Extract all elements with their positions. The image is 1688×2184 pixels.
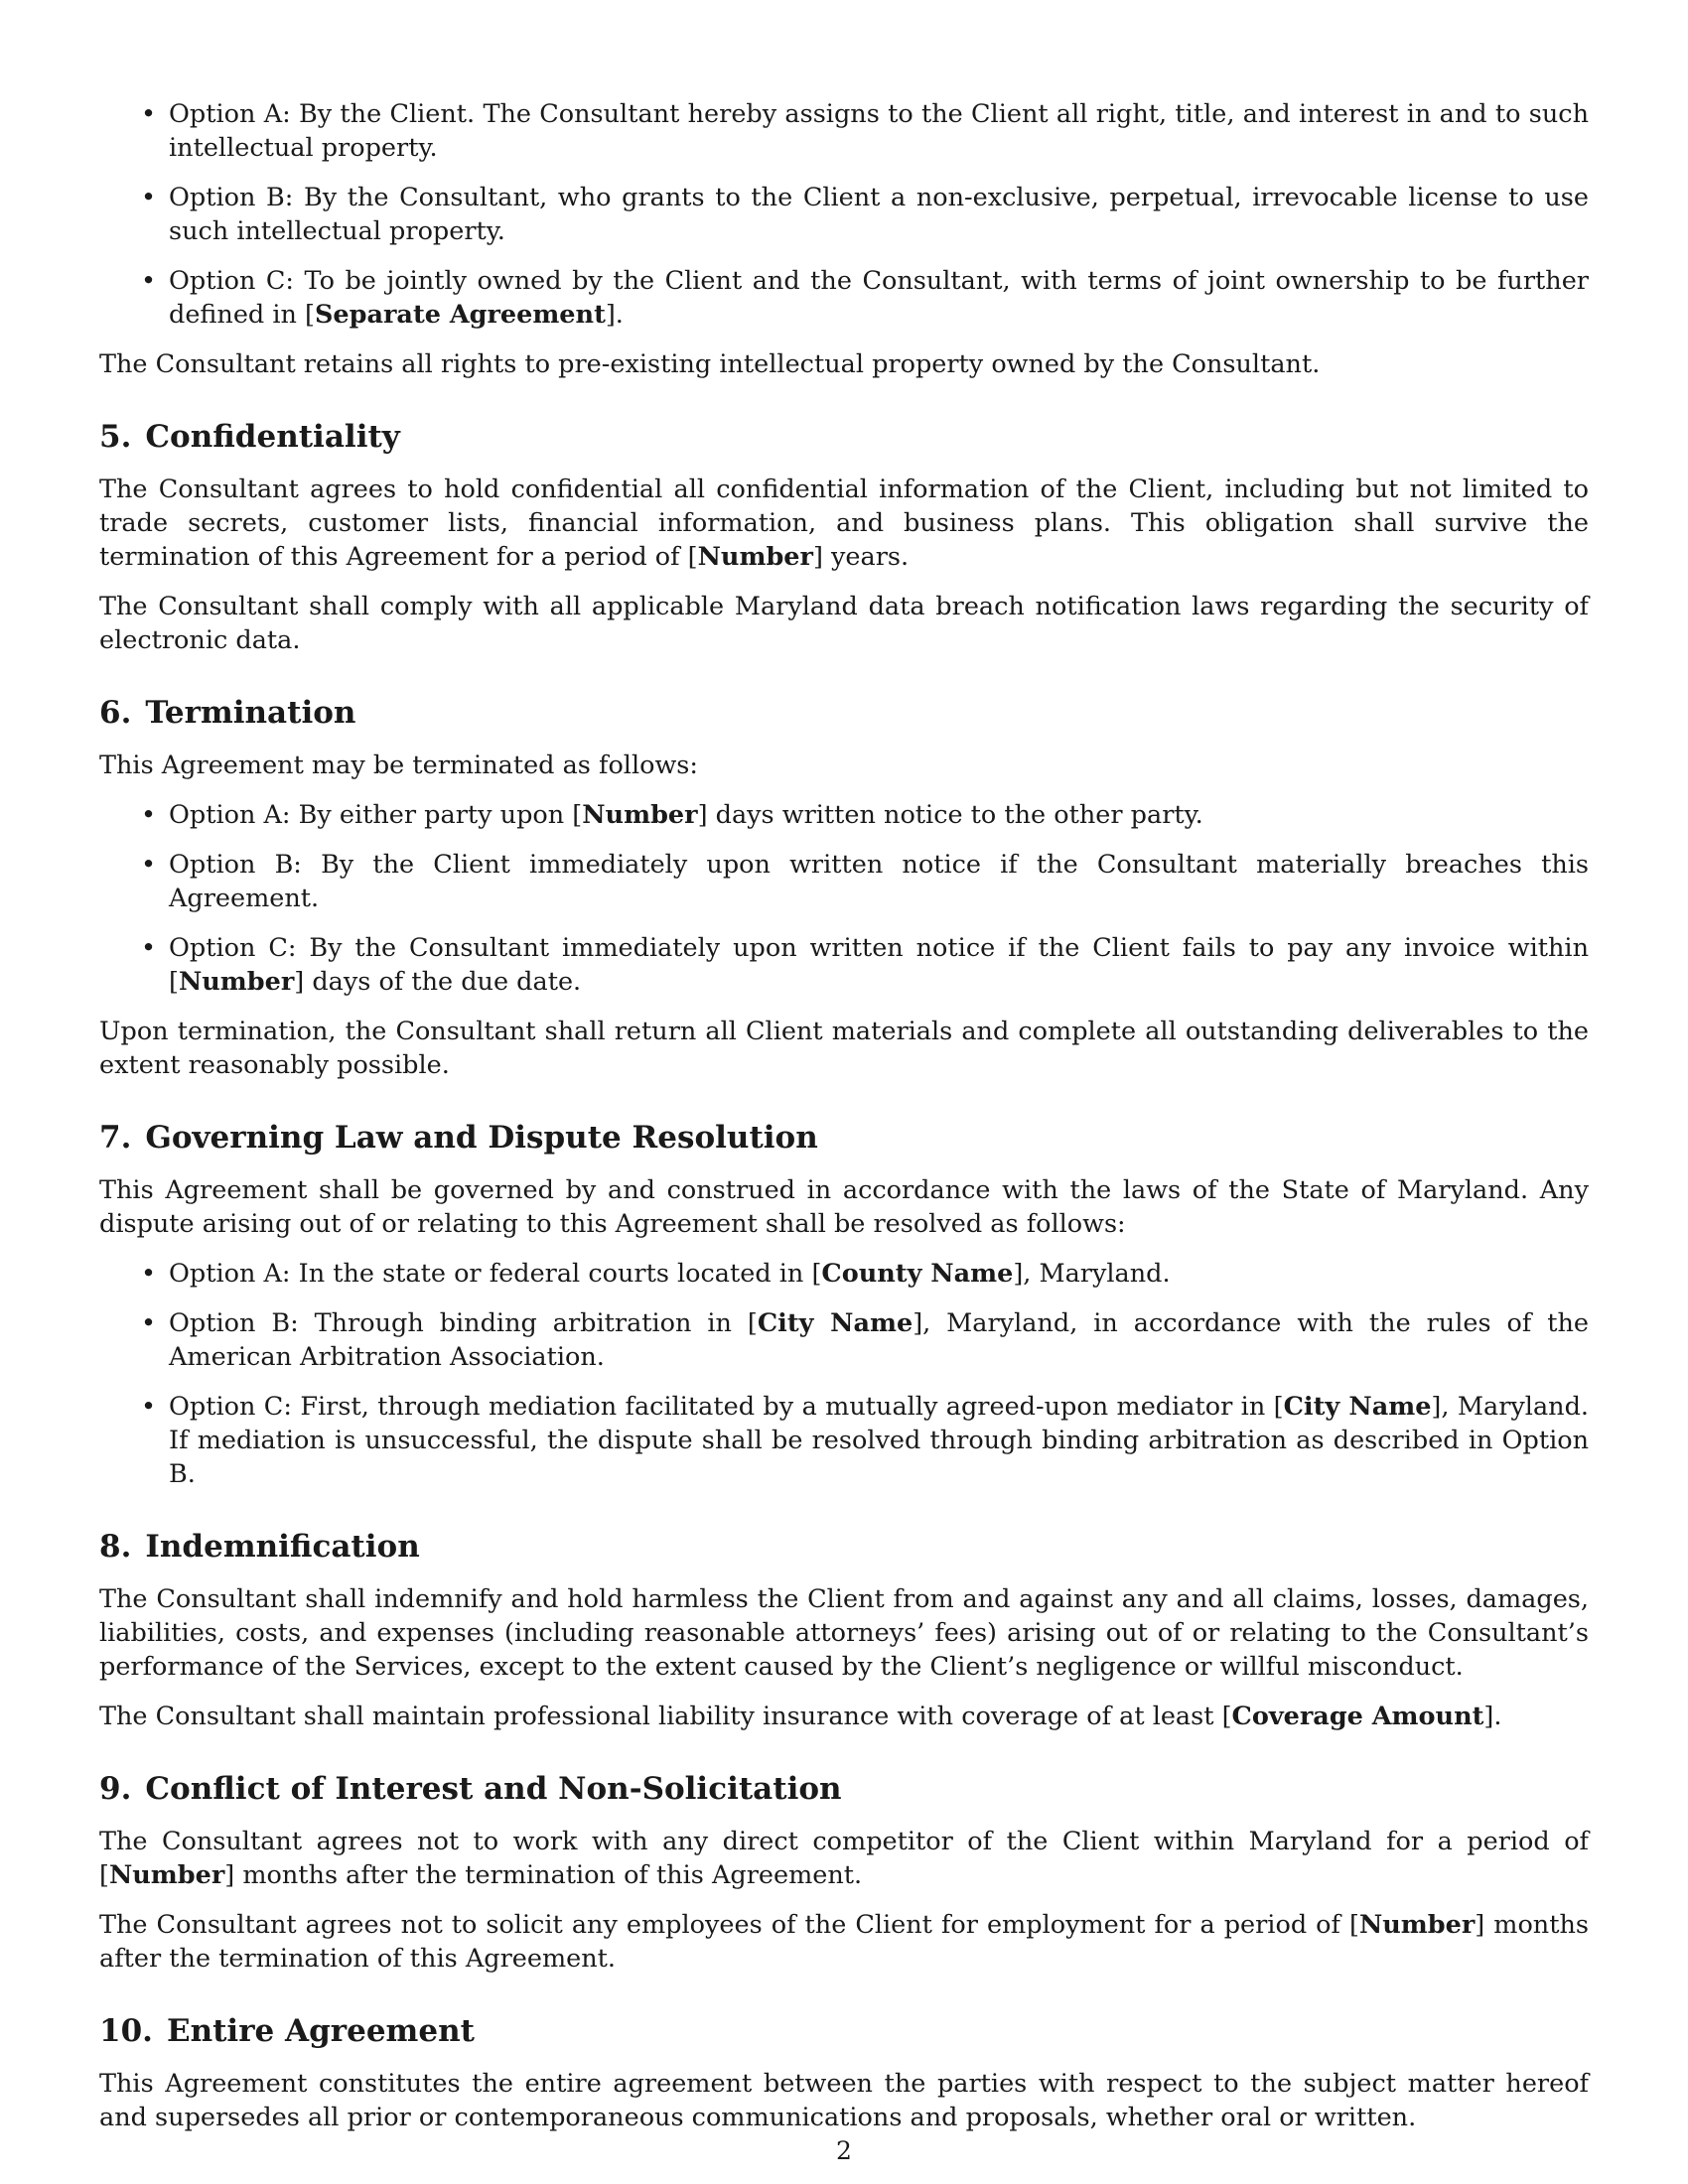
termination-option-c: • Option C: By the Consultant immediately upon written notice if the Client fails to pay any invoice within [Number] days of the due date. (169, 931, 1589, 999)
termination-options (99, 798, 1589, 999)
placeholder-number: Number (697, 542, 813, 572)
section-heading-termination: 6. Termination (99, 695, 356, 731)
ip-option-a: • Option A: By the Client. The Consultant hereby assigns to the Client all right, title, and interest in and to such intellectual property. (169, 97, 1589, 165)
placeholder-county-name: County Name (821, 1259, 1014, 1289)
termination-option-b: • Option B: By the Client immediately upon written notice if the Consultant materially breaches this Agreement. (169, 848, 1589, 915)
ip-ownership-options (99, 97, 1589, 332)
ip-option-b: • Option B: By the Consultant, who grants to the Client a non-exclusive, perpetual, irrevocable license to use such intellectual property. (169, 181, 1589, 248)
placeholder-coverage-amount: Coverage Amount (1231, 1702, 1484, 1731)
confidentiality-paragraph-1: The Consultant agrees to hold confidential all confidential information of the Client, including but not limited to trade secrets, customer lists, financial information, and business plans. This obligation shall survive the termination of this Agreement for a period of [Number] years. (99, 475, 1589, 572)
entire-agreement-paragraph: This Agreement constitutes the entire agreement between the parties with respect to the subject matter hereof and supersedes all prior or contemporaneous communications and proposals, whether oral or written. (99, 2069, 1589, 2132)
confidentiality-paragraph-2: The Consultant shall comply with all applicable Maryland data breach notification laws regarding the security of electronic data. (99, 592, 1589, 655)
dispute-option-b: • Option B: Through binding arbitration in [City Name], Maryland, in accordance with the rules of the American Arbitration Association. (169, 1306, 1589, 1374)
ip-option-c: • Option C: To be jointly owned by the Client and the Consultant, with terms of joint ownership to be further defined in [Separate Agreement]. (169, 264, 1589, 332)
dispute-option-c: • Option C: First, through mediation facilitated by a mutually agreed-upon mediator in [City Name], Maryland. If mediation is unsuccessful, the dispute shall be resolved through binding arbitration as described in Option B. (169, 1390, 1589, 1491)
placeholder-number: Number (582, 800, 698, 830)
dispute-options (99, 1257, 1589, 1491)
indemnification-paragraph-2: The Consultant shall maintain professional liability insurance with coverage of at least [Coverage Amount]. (99, 1702, 1502, 1731)
termination-closing: Upon termination, the Consultant shall return all Client materials and complete all outstanding deliverables to the extent reasonably possible. (99, 1017, 1589, 1080)
placeholder-separate-agreement: Separate Agreement (315, 300, 606, 330)
termination-intro: This Agreement may be terminated as follows: (99, 751, 698, 780)
section-heading-conflict-of-interest: 9. Conflict of Interest and Non-Solicitation (99, 1771, 842, 1807)
page-number: 2 (836, 2136, 852, 2165)
section-heading-confidentiality: 5. Confidentiality (99, 419, 400, 455)
section-heading-governing-law: 7. Governing Law and Dispute Resolution (99, 1120, 818, 1156)
placeholder-number: Number (178, 967, 295, 997)
placeholder-city-name: City Name (757, 1308, 914, 1338)
section-heading-indemnification: 8. Indemnification (99, 1529, 420, 1565)
placeholder-city-name: City Name (1283, 1392, 1432, 1422)
document-page (99, 97, 1589, 2150)
placeholder-number: Number (108, 1860, 225, 1890)
section-heading-entire-agreement: 10. Entire Agreement (99, 2013, 475, 2049)
termination-option-a: • Option A: By either party upon [Number] days written notice to the other party. (169, 798, 1589, 832)
indemnification-paragraph-1: The Consultant shall indemnify and hold harmless the Client from and against any and all claims, losses, damages, liabilities, costs, and expenses (including reasonable attorneys’ fees) arising out of or relating to the Consultant’s performance of the Services, except to the extent caused by the Client’s negligence or willful misconduct. (99, 1584, 1589, 1682)
ip-closing-paragraph: The Consultant retains all rights to pre-existing intellectual property owned by the Consultant. (99, 349, 1321, 379)
dispute-option-a: • Option A: In the state or federal courts located in [County Name], Maryland. (169, 1257, 1589, 1291)
non-compete-paragraph: The Consultant agrees not to work with any direct competitor of the Client within Maryland for a period of [Number] months after the termination of this Agreement. (99, 1827, 1589, 1890)
non-solicitation-paragraph: The Consultant agrees not to solicit any employees of the Client for employment for a period of [Number] months after the termination of this Agreement. (99, 1910, 1589, 1974)
placeholder-number: Number (1358, 1910, 1476, 1940)
governing-law-intro: This Agreement shall be governed by and construed in accordance with the laws of the State of Maryland. Any dispute arising out of or relating to this Agreement shall be resolved as follows: (99, 1175, 1589, 1239)
